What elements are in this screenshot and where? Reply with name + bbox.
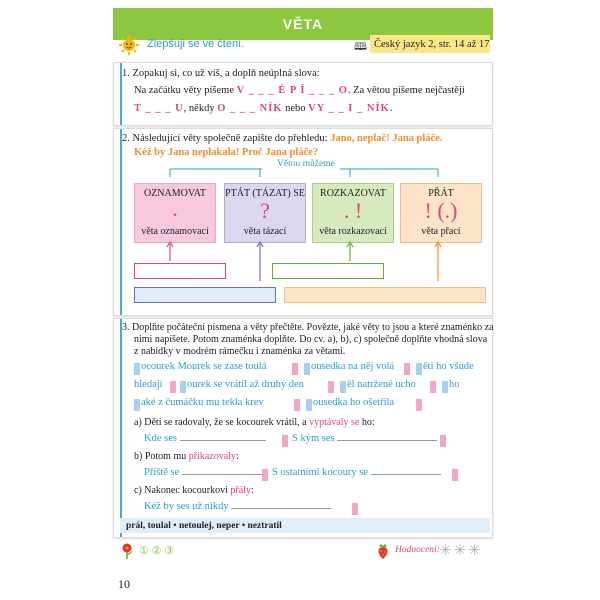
task3-intro: 3. Doplňte počáteční písmena a věty přečtěte. Povězte, jaké věty to jsou a které znaménko za [122,322,494,333]
sentence-fragment: ousedka ho ošetřila [313,397,395,408]
diagram-label: Větou můžeme [277,159,335,169]
sun-icon [118,34,140,56]
category-symbol: . [172,196,178,221]
letter-box[interactable] [134,363,140,375]
subtask-keyword: vyptávaly se [309,417,360,428]
sentence-fragment: ocourek Mourek se zase toulá [141,361,267,372]
subtask-text: a) Děti se radovaly, že se kocourek vrátil, a [134,417,307,428]
category-head: PŘÁT [428,188,454,199]
answer-box-oznamovaci[interactable] [134,263,226,279]
flower-icon [119,542,135,560]
task1-blank-word[interactable]: V _ _ _ É P Í _ _ _ O [236,85,348,96]
mark-box[interactable] [292,363,298,375]
task2-example-2: Kéž by Jana neplakala! Proč Jana pláče? [134,147,319,158]
subtask-text: : [250,485,254,496]
category-symbol: ? [260,198,270,223]
letter-box[interactable] [180,381,186,393]
mark-box[interactable] [262,469,268,481]
answer-box-tazaci[interactable] [134,287,276,303]
mark-box[interactable] [440,435,446,447]
subtask-a-prompt [134,417,375,428]
blank-line[interactable] [371,474,441,475]
category-symbol: ! (.) [424,198,458,223]
subtask-a-line1 [144,433,266,444]
sentence-fragment: ourek se vrátil až druhý den [187,379,304,390]
textbook-reference: Český jazyk 2, str. 14 až 17 [370,35,490,53]
task2-text: 2. Následující věty společně zapište do přehledu: [122,133,328,144]
blank-line[interactable] [182,474,262,475]
category-foot: věta rozkazovací [319,226,387,237]
letter-box[interactable] [304,363,310,375]
task2-panel [113,128,493,316]
task3-panel [113,318,493,538]
page-number: 10 [118,577,130,591]
mark-box[interactable] [416,399,422,411]
answer-box-rozkazovaci[interactable] [272,263,384,279]
blank-line[interactable] [231,508,331,509]
line-text: S kým ses [292,433,335,444]
word-bank: prál, toulal • netoulej, neper • neztratil [120,518,490,533]
sentence-fragment: ousedka na něj volá [311,361,395,372]
task1-line2 [134,85,465,96]
sentence-fragment: ho [449,379,460,390]
sentence-fragment: ěti ho všude [423,361,474,372]
mark-box[interactable] [430,381,436,393]
blank-line[interactable] [180,440,266,441]
line-text: S ostatními kocoury se [272,467,368,478]
subtask-keyword: přikazovaly [188,451,236,462]
subtask-c-prompt [134,485,254,496]
strawberry-icon [375,542,391,560]
subtask-text: c) Nakonec kocourkovi [134,485,228,496]
category-head: ROZKAZOVAT [320,188,386,199]
rating-label: Hodnocení: [395,545,440,555]
subtask-b-line2 [272,467,441,478]
subtask-a-line2 [292,433,437,444]
category-head: PTÁT (TÁZAT) SE [225,188,305,199]
category-symbol: . ! [343,198,363,223]
category-box-rozkazovat [312,183,394,243]
task1-text: Na začátku věty píšeme [134,85,234,96]
task1-line3 [134,103,392,114]
category-foot: věta oznamovací [141,226,209,237]
mark-box[interactable] [452,469,458,481]
task2-example: Jano, neplač! Jana pláče. [330,133,443,144]
category-box-oznamovat [134,183,216,243]
task3-intro: nimi napíšete. Potom znaménka doplňte. Do cv. a), b), c) společně doplňte vhodná slova [134,334,488,345]
page-title: VĚTA [113,8,493,40]
task1-panel [113,62,493,126]
category-foot: věta přací [421,226,461,237]
subtask-text: b) Potom mu [134,451,187,462]
line-text: Kde ses [144,433,177,444]
letter-box[interactable] [442,381,448,393]
task1-text: . Za větou píšeme nejčastěji [347,85,465,96]
mark-box[interactable] [282,435,288,447]
letter-box[interactable] [340,381,346,393]
task1-blank-word[interactable]: O _ _ _ NÍK [217,103,283,114]
category-box-prat [400,183,482,243]
line-text: Příště se [144,467,180,478]
mark-box[interactable] [170,381,176,393]
mark-box[interactable] [352,503,358,515]
blank-line[interactable] [337,440,437,441]
mark-box[interactable] [404,363,410,375]
task1-text: nebo [285,103,306,114]
subtask-text: : [235,451,239,462]
subtask-b-line1 [144,467,262,478]
sentence-fragment: hledají [134,379,163,390]
answer-box-praci[interactable] [284,287,486,303]
category-foot: věta tázací [243,226,287,237]
letter-box[interactable] [134,399,140,411]
mark-box[interactable] [328,381,334,393]
category-box-ptat [224,183,306,243]
task1-instruction: 1. Zopakuj si, co už víš, a doplň neúplná slova: [122,68,320,79]
task1-blank-word[interactable]: T _ _ _ U [134,103,184,114]
sentence-fragment: ěl natržené ucho [347,379,416,390]
subtask-b-prompt [134,451,239,462]
category-head: OZNAMOVAT [143,188,207,199]
letter-box[interactable] [416,363,422,375]
subtask-text: ho: [361,417,375,428]
subtask-keyword: přály [230,485,251,496]
subtitle: Zlepšuji se ve čtení. [147,38,245,50]
task1-text: , někdy [183,103,215,114]
task3-intro: z nabídky v modrém rámečku i znaménka za větami. [134,346,346,357]
panel-stripe [120,319,122,537]
letter-box[interactable] [306,399,312,411]
mark-box[interactable] [294,399,300,411]
subtask-c-line1 [144,501,331,512]
task1-text: . [389,103,393,114]
sentence-fragment: aké z čumáčku mu tekla krev [141,397,264,408]
book-icon: 🕮 [354,41,367,53]
task2-instruction [122,133,442,144]
task1-blank-word[interactable]: VY _ _ I _ NÍK [308,103,390,114]
footer-bar [113,540,491,562]
progress-circles[interactable]: ① ② ③ [139,545,175,557]
line-text: Kéž by ses už nikdy [144,501,229,512]
rating-stars[interactable]: ✳✳✳ [439,543,483,559]
